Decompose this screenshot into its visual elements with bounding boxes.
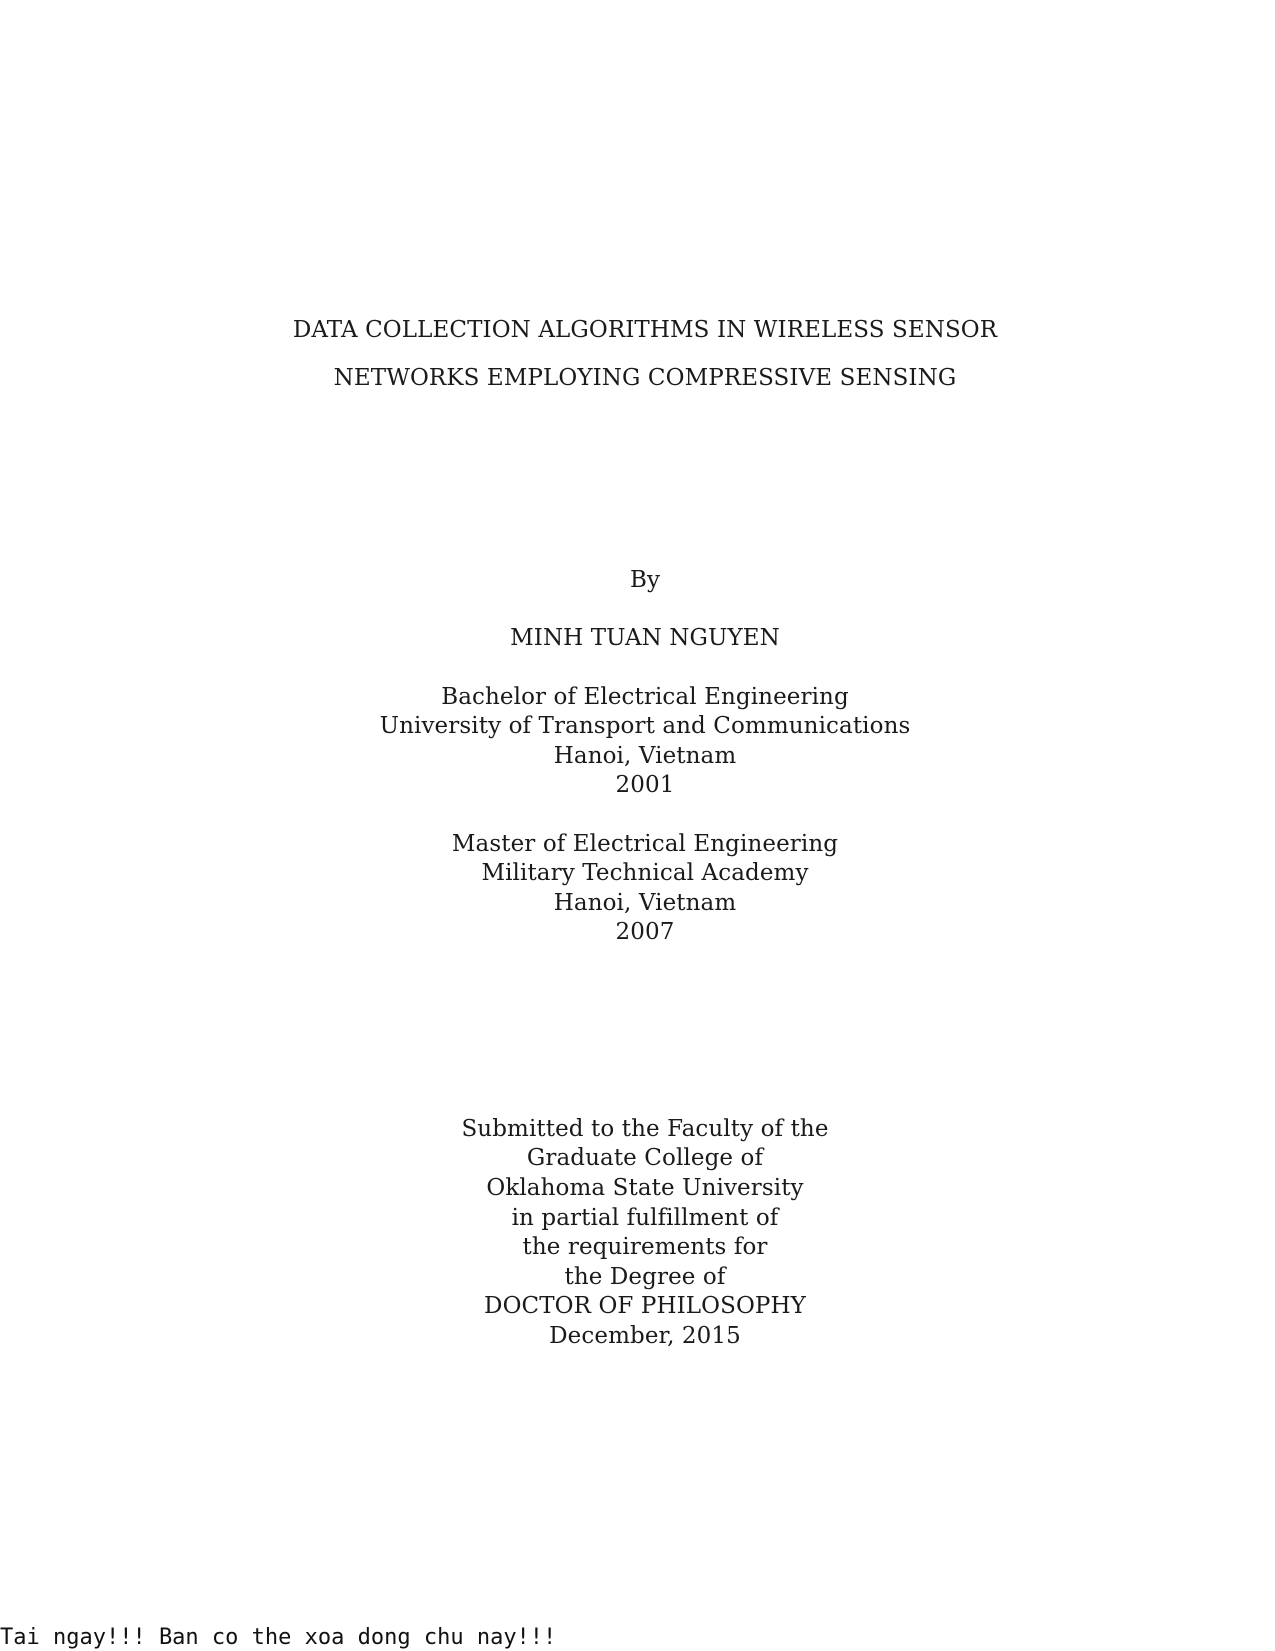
master-institution: Military Technical Academy: [481, 860, 809, 886]
master-location: Hanoi, Vietnam: [553, 890, 737, 916]
bachelor-location: Hanoi, Vietnam: [553, 743, 737, 769]
by-label: By: [629, 567, 661, 593]
degree-name: DOCTOR OF PHILOSOPHY: [484, 1293, 806, 1319]
bachelor-institution: University of Transport and Communications: [379, 713, 911, 739]
submission-line: Oklahoma State University: [486, 1175, 804, 1201]
bachelor-degree: Bachelor of Electrical Engineering: [441, 684, 849, 710]
title-line-1: DATA COLLECTION ALGORITHMS IN WIRELESS SENSOR: [292, 317, 998, 343]
title-line-2: NETWORKS EMPLOYING COMPRESSIVE SENSING: [333, 365, 957, 391]
submission-line: Submitted to the Faculty of the: [461, 1116, 829, 1142]
author-name: MINH TUAN NGUYEN: [510, 625, 780, 651]
submission-line: the Degree of: [564, 1264, 726, 1290]
submission-line: Graduate College of: [526, 1145, 764, 1171]
submission-date: December, 2015: [549, 1323, 741, 1349]
master-degree: Master of Electrical Engineering: [451, 831, 839, 857]
footer-note: Tai ngay!!! Ban co the xoa dong chu nay!!!: [0, 1625, 557, 1650]
bachelor-year: 2001: [615, 772, 675, 798]
submission-line: in partial fulfillment of: [511, 1205, 779, 1231]
master-year: 2007: [615, 919, 675, 945]
submission-line: the requirements for: [522, 1234, 768, 1260]
